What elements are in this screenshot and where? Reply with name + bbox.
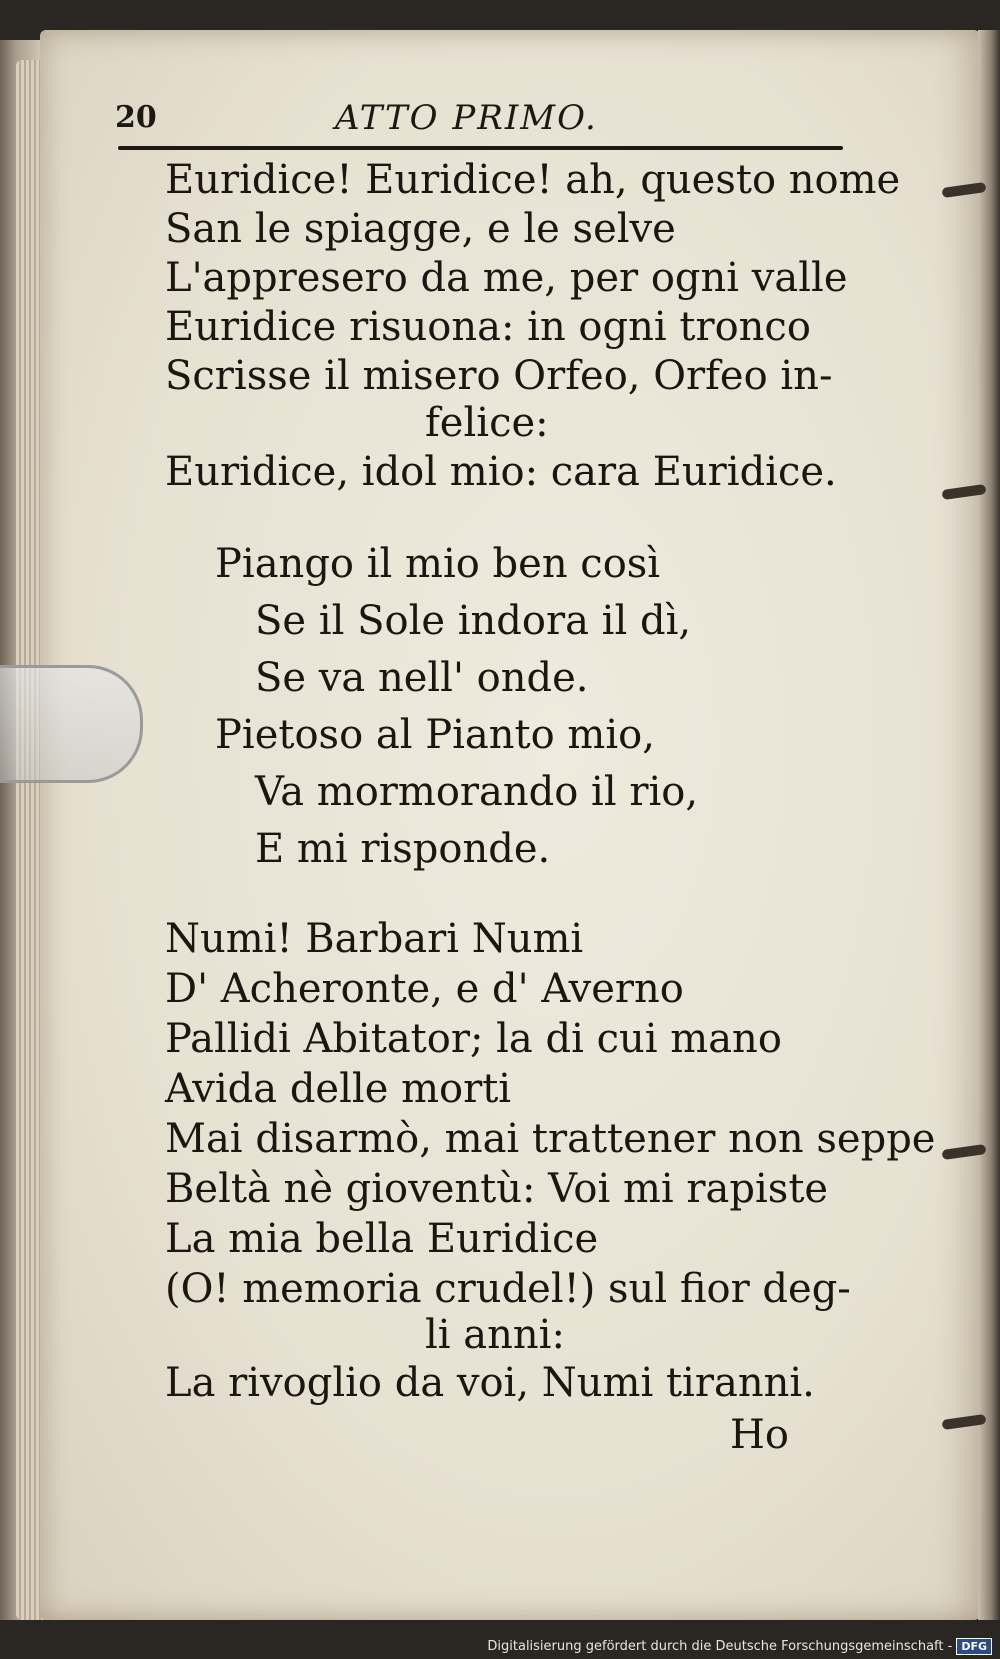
aria-line: Se va nell' onde. — [255, 655, 589, 701]
catchword: Ho — [730, 1412, 789, 1458]
text-line: li anni: — [425, 1312, 565, 1358]
aria-line: Pietoso al Pianto mio, — [215, 712, 655, 758]
aria-line: Piango il mio ben così — [215, 541, 661, 587]
aria-line: Va mormorando il rio, — [255, 769, 699, 815]
right-page-edge — [978, 30, 1000, 1620]
text-line: felice: — [425, 400, 549, 446]
aria-line: Se il Sole indora il dì, — [255, 598, 692, 644]
text-line: Euridice risuona: in ogni tronco — [165, 304, 811, 350]
text-line: Pallidi Abitator; la di cui mano — [165, 1016, 782, 1062]
text-line: Beltà nè gioventù: Voi mi rapiste — [165, 1166, 829, 1212]
text-line: Euridice, idol mio: cara Euridice. — [165, 449, 837, 495]
text-line: San le spiagge, e le selve — [165, 206, 676, 252]
text-line: La mia bella Euridice — [165, 1216, 599, 1262]
text-line: D' Acheronte, e d' Averno — [165, 966, 684, 1012]
text-line: L'appresero da me, per ogni valle — [165, 255, 848, 301]
running-title: ATTO PRIMO. — [335, 98, 598, 138]
text-line: Mai disarmò, mai trattener non seppe — [165, 1116, 936, 1162]
text-line: Scrisse il misero Orfeo, Orfeo in- — [165, 353, 833, 399]
header-rule — [118, 146, 843, 150]
text-line: (O! memoria crudel!) sul fior deg- — [165, 1266, 851, 1312]
text-line: Numi! Barbari Numi — [165, 916, 584, 962]
text-line: La rivoglio da voi, Numi tiranni. — [165, 1360, 815, 1406]
credit-text: Digitalisierung gefördert durch die Deutsche Forschungsgemeinschaft - — [487, 1639, 953, 1654]
text-line: Euridice! Euridice! ah, questo nome — [165, 157, 901, 203]
digitization-credit — [487, 1638, 992, 1655]
text-line: Avida delle morti — [165, 1066, 512, 1112]
dfg-logo: DFG — [956, 1638, 992, 1655]
page-number: 20 — [115, 100, 157, 135]
page-clip — [0, 665, 143, 783]
running-head — [115, 98, 845, 148]
aria-line: E mi risponde. — [255, 826, 551, 872]
